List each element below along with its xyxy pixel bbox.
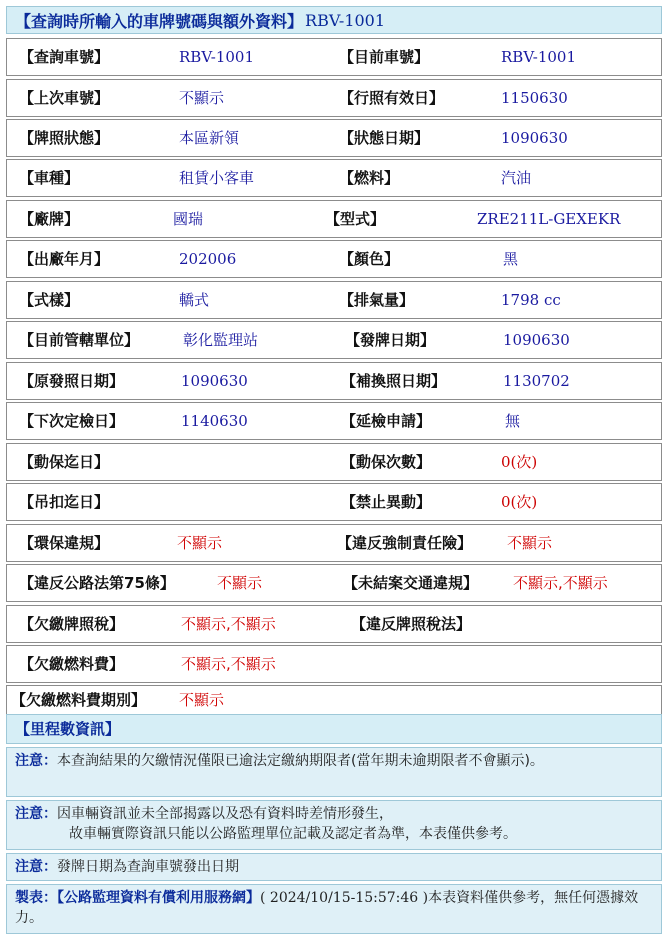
note-arrears: [6, 747, 662, 797]
value-body-style: 轎式: [179, 291, 210, 309]
row-chattel-mortgage: [6, 443, 662, 481]
value-model: ZRE211L-GEXEKR: [477, 210, 621, 228]
label-unpaid-fuel-fee: 【欠繳燃料費】: [19, 655, 125, 673]
row-manufacture-date: [6, 240, 662, 278]
note-arrears-text: 本查詢結果的欠繳情況僅限已逾法定繳納期限者(當年期未逾期限者不會顯示)。: [57, 753, 544, 769]
report-header: [6, 6, 662, 34]
note-disclaimer-line1: 因車輛資訊並未全部揭露以及恐有資料時差情形發生，: [57, 806, 393, 822]
label-license-tax-violation: 【違反牌照稅法】: [351, 615, 472, 633]
row-next-inspection: [6, 402, 662, 440]
row-jurisdiction: [6, 321, 662, 359]
label-environmental-violation: 【環保違規】: [19, 534, 110, 552]
note-issue-date: [6, 853, 662, 881]
label-original-license-date: 【原發照日期】: [19, 372, 125, 390]
value-query-plate: RBV-1001: [179, 48, 255, 66]
value-displacement: 1798 cc: [501, 291, 561, 309]
value-jurisdiction: 彰化監理站: [183, 331, 259, 349]
label-manufacture-date: 【出廠年月】: [19, 250, 110, 268]
note-issue-date-label: 注意：: [15, 859, 57, 875]
row-vehicle-type: [6, 159, 662, 197]
label-fuel: 【燃料】: [339, 169, 400, 187]
value-status-date: 1090630: [501, 129, 568, 147]
label-query-plate: 【查詢車號】: [19, 48, 110, 66]
label-current-plate: 【目前車號】: [339, 48, 430, 66]
value-unpaid-fuel-fee: 不顯示,不顯示: [181, 655, 276, 673]
header-title: 【查詢時所輸入的車牌號碼與額外資料】: [15, 11, 304, 31]
label-plate-status: 【牌照狀態】: [19, 129, 110, 147]
note-footer: [6, 884, 662, 934]
label-issue-date: 【發牌日期】: [345, 331, 436, 349]
label-chattel-mortgage-end: 【動保迄日】: [19, 453, 110, 471]
note-disclaimer: [6, 800, 662, 850]
row-fuel-fee: [6, 645, 662, 683]
label-unpaid-license-tax: 【欠繳牌照稅】: [19, 615, 125, 633]
row-highway-act-violation: [6, 564, 662, 602]
footer-text: 本表資料僅供參考，無任何憑據效力。: [15, 890, 639, 926]
note-arrears-label: 注意：: [15, 753, 57, 769]
label-transfer-ban: 【禁止異動】: [341, 493, 432, 511]
value-previous-plate: 不顯示: [179, 89, 225, 107]
row-suspension: [6, 483, 662, 521]
value-vehicle-type: 租賃小客車: [179, 169, 255, 187]
row-original-license-date: [6, 362, 662, 400]
note-disclaimer-line2: 故車輛實際資訊只能以公路監理單位記載及認定者為準，本表僅供參考。: [69, 826, 517, 842]
footer-label: 製表：: [15, 890, 57, 906]
value-unpaid-license-tax: 不顯示,不顯示: [181, 615, 276, 633]
value-brand: 國瑞: [173, 210, 204, 228]
footer-timestamp: ( 2024/10/15-15:57:46 ): [260, 890, 429, 906]
label-license-valid-date: 【行照有效日】: [339, 89, 445, 107]
row-brand: [6, 200, 662, 238]
value-manufacture-date: 202006: [179, 250, 237, 268]
label-model: 【型式】: [325, 210, 386, 228]
row-fuel-fee-period: [6, 685, 662, 715]
note-disclaimer-label: 注意：: [15, 806, 57, 822]
value-plate-status: 本區新領: [179, 129, 240, 147]
value-transfer-ban: 0(次): [501, 493, 538, 511]
value-chattel-mortgage-count: 0(次): [501, 453, 538, 471]
row-license-tax: [6, 605, 662, 643]
label-chattel-mortgage-count: 【動保次數】: [341, 453, 432, 471]
label-body-style: 【式樣】: [19, 291, 80, 309]
mileage-section-title: 【里程數資訊】: [6, 714, 662, 744]
value-inspection-extension: 無: [505, 412, 521, 430]
label-next-inspection: 【下次定檢日】: [19, 412, 125, 430]
header-plate: RBV-1001: [305, 10, 386, 30]
label-suspension-end: 【吊扣迄日】: [19, 493, 110, 511]
label-color: 【顏色】: [339, 250, 400, 268]
label-reissue-date: 【補換照日期】: [341, 372, 447, 390]
row-plate-status: [6, 119, 662, 157]
note-issue-date-text: 發牌日期為查詢車號發出日期: [57, 859, 239, 875]
row-body-style: [6, 281, 662, 319]
value-next-inspection: 1140630: [181, 412, 248, 430]
footer-site-link[interactable]: 【公路監理資料有償利用服務網】: [57, 890, 260, 906]
label-previous-plate: 【上次車號】: [19, 89, 110, 107]
value-fuel-fee-period: 不顯示: [179, 691, 225, 709]
value-fuel: 汽油: [501, 169, 532, 187]
value-license-valid-date: 1150630: [501, 89, 568, 107]
label-compulsory-insurance: 【違反強制責任險】: [337, 534, 473, 552]
label-vehicle-type: 【車種】: [19, 169, 80, 187]
label-status-date: 【狀態日期】: [339, 129, 430, 147]
label-highway-act-75: 【違反公路法第75條】: [19, 574, 175, 592]
label-jurisdiction: 【目前管轄單位】: [19, 331, 140, 349]
label-inspection-extension: 【延檢申請】: [341, 412, 432, 430]
value-compulsory-insurance: 不顯示: [507, 534, 553, 552]
value-reissue-date: 1130702: [503, 372, 570, 390]
value-issue-date: 1090630: [503, 331, 570, 349]
value-highway-act-75: 不顯示: [217, 574, 263, 592]
value-original-license-date: 1090630: [181, 372, 248, 390]
value-color: 黑: [503, 250, 519, 268]
row-environmental-violation: [6, 524, 662, 562]
value-pending-traffic-violation: 不顯示,不顯示: [513, 574, 608, 592]
label-pending-traffic-violation: 【未結案交通違規】: [343, 574, 479, 592]
value-environmental-violation: 不顯示: [177, 534, 223, 552]
row-plate-number: [6, 38, 662, 76]
label-brand: 【廠牌】: [19, 210, 80, 228]
value-current-plate: RBV-1001: [501, 48, 577, 66]
label-fuel-fee-period: 【欠繳燃料費期別】: [11, 691, 147, 709]
row-previous-plate: [6, 79, 662, 117]
label-displacement: 【排氣量】: [339, 291, 415, 309]
